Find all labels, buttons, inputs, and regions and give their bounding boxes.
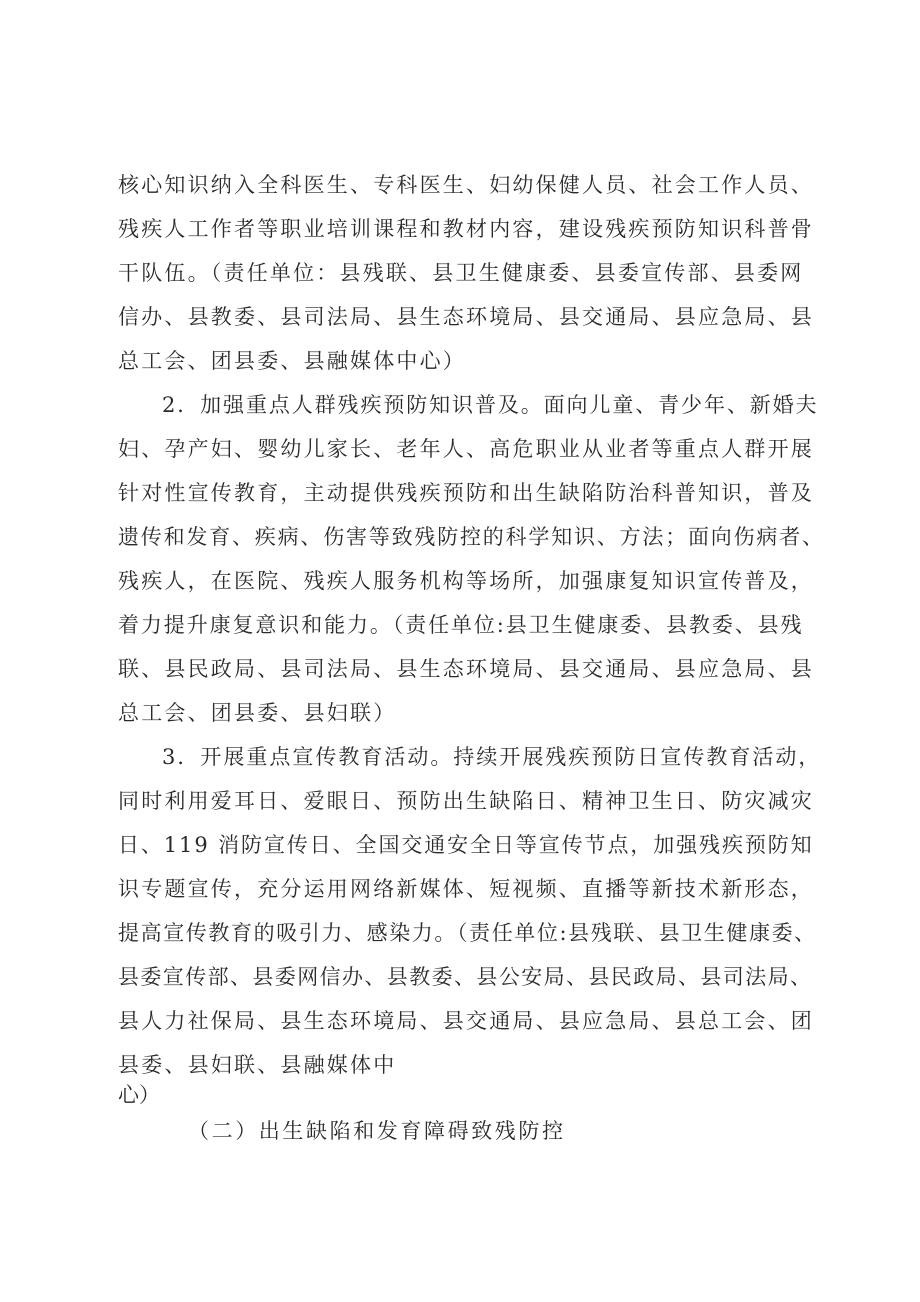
p1-line-2: 残疾人工作者等职业培训课程和教材内容，建设残疾预防知识科普骨 [118,217,814,241]
p1-line-1: 核心知识纳入全科医生、专科医生、妇幼保健人员、社会工作人员、 [118,173,814,197]
p3-line-2: 同时利用爱耳日、爱眼日、预防出生缺陷日、精神卫生日、防灾减灾 [118,789,814,813]
section-heading: （二）出生缺陷和发育障碍致残防控 [188,1119,566,1143]
p1-line-3: 干队伍。（责任单位：县残联、县卫生健康委、县委宣传部、县委网 [118,261,804,285]
p1-line-5: 总工会、团县委、县融媒体中心） [118,349,466,373]
p3-line-4: 识专题宣传，充分运用网络新媒体、短视频、直播等新技术新形态， [118,877,814,901]
p2-line-3: 针对性宣传教育，主动提供残疾预防和出生缺陷防治科普知识，普及 [118,481,814,505]
p3-line-7: 县人力社保局、县生态环境局、县交通局、县应急局、县总工会、团 [118,1009,814,1033]
p3-line-9: 心） [118,1083,160,1107]
p3-line-3: 日、119 消防宣传日、全国交通安全日等宣传节点，加强残疾预防知 [118,833,814,857]
p2-line-1: 2．加强重点人群残疾预防知识普及。面向儿童、青少年、新婚夫 [162,393,819,417]
p2-line-8: 总工会、团县委、县妇联） [118,701,397,725]
p1-line-4: 信办、县教委、县司法局、县生态环境局、县交通局、县应急局、县 [118,305,814,329]
p2-line-7: 联、县民政局、县司法局、县生态环境局、县交通局、县应急局、县 [118,657,814,681]
p3-line-8: 县委、县妇联、县融媒体中 [118,1053,397,1077]
p2-line-4: 遗传和发育、疾病、伤害等致残防控的科学知识、方法；面向伤病者、 [118,525,825,549]
p2-line-6: 着力提升康复意识和能力。（责任单位:县卫生健康委、县教委、县残 [118,613,804,637]
p2-line-2: 妇、孕产妇、婴幼儿家长、老年人、高危职业从业者等重点人群开展 [118,437,814,461]
p3-line-1: 3．开展重点宣传教育活动。持续开展残疾预防日宣传教育活动， [162,745,822,769]
p3-line-5: 提高宣传教育的吸引力、感染力。（责任单位:县残联、县卫生健康委、 [118,921,817,945]
p3-line-6: 县委宣传部、县委网信办、县教委、县公安局、县民政局、县司法局、 [118,965,813,989]
p2-line-5: 残疾人，在医院、残疾人服务机构等场所，加强康复知识宣传普及， [118,569,814,593]
